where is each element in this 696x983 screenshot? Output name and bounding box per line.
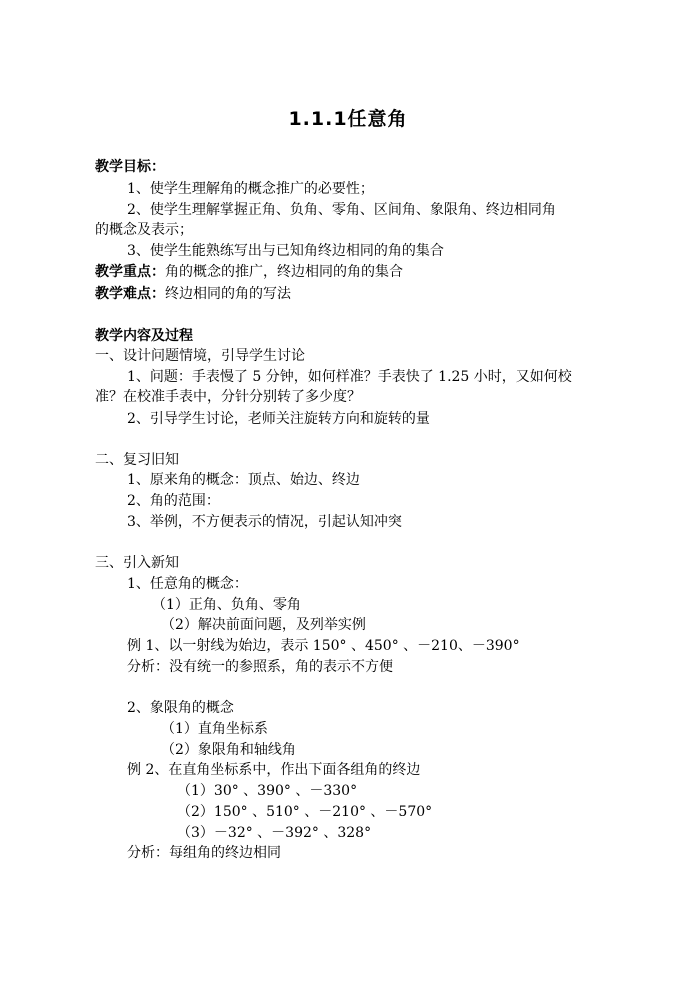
section-line: 2、象限角的概念 <box>127 700 234 716</box>
section-line: 准？在校准手表中，分针分别转了多少度？ <box>95 389 361 405</box>
objective-item: 1、使学生理解角的概念推广的必要性； <box>127 181 374 197</box>
section-heading: 三、引入新知 <box>95 555 179 571</box>
section-line: 1、任意角的概念： <box>127 576 248 592</box>
example-item: （1）30° 、390° 、－330° <box>177 783 358 799</box>
example-item: （3）－32° 、－392° 、328° <box>177 825 372 841</box>
difficulty-text: 终边相同的角的写法 <box>165 286 291 302</box>
section-line: （2）解决前面问题，及列举实例 <box>161 617 366 633</box>
section-heading: 二、复习旧知 <box>95 452 179 468</box>
section-line: （1）直角坐标系 <box>161 721 268 737</box>
section-line: 2、引导学生讨论，老师关注旋转方向和旋转的量 <box>127 411 430 427</box>
key-point-text: 角的概念的推广，终边相同的角的集合 <box>165 264 403 280</box>
process-heading: 教学内容及过程 <box>95 328 193 344</box>
objective-item: 3、使学生能熟练写出与已知角终边相同的角的集合 <box>127 243 444 259</box>
analysis-line: 分析：没有统一的参照系，角的表示不方便 <box>127 659 393 675</box>
section-line: 1、问题：手表慢了 5 分钟，如何样准？手表快了 1.25 小时，又如何校 <box>127 369 572 385</box>
example-line: 例 2、在直角坐标系中，作出下面各组角的终边 <box>127 762 421 778</box>
objective-item: 2、使学生理解掌握正角、负角、零角、区间角、象限角、终边相同角 <box>127 202 556 218</box>
objectives-heading: 教学目标： <box>95 159 165 175</box>
section-line: 3、举例，不方便表示的情况，引起认知冲突 <box>127 514 402 530</box>
objective-item: 的概念及表示； <box>95 222 193 238</box>
example-line: 例 1、以一射线为始边，表示 150° 、450° 、－210、－390° <box>127 638 520 654</box>
key-point <box>95 262 403 282</box>
example-item: （2）150° 、510° 、－210° 、－570° <box>177 804 433 820</box>
section-line: 2、角的范围： <box>127 493 220 509</box>
section-line: （2）象限角和轴线角 <box>161 742 296 758</box>
difficulty-label: 教学难点： <box>95 286 165 302</box>
analysis-line: 分析：每组角的终边相同 <box>127 845 281 861</box>
section-heading: 一、设计问题情境，引导学生讨论 <box>95 348 305 364</box>
section-line: （1）正角、负角、零角 <box>152 597 301 613</box>
page-title: 1.1.1任意角 <box>288 108 408 130</box>
section-line: 1、原来角的概念：顶点、始边、终边 <box>127 472 360 488</box>
difficulty <box>95 284 291 304</box>
key-point-label: 教学重点： <box>95 264 165 280</box>
